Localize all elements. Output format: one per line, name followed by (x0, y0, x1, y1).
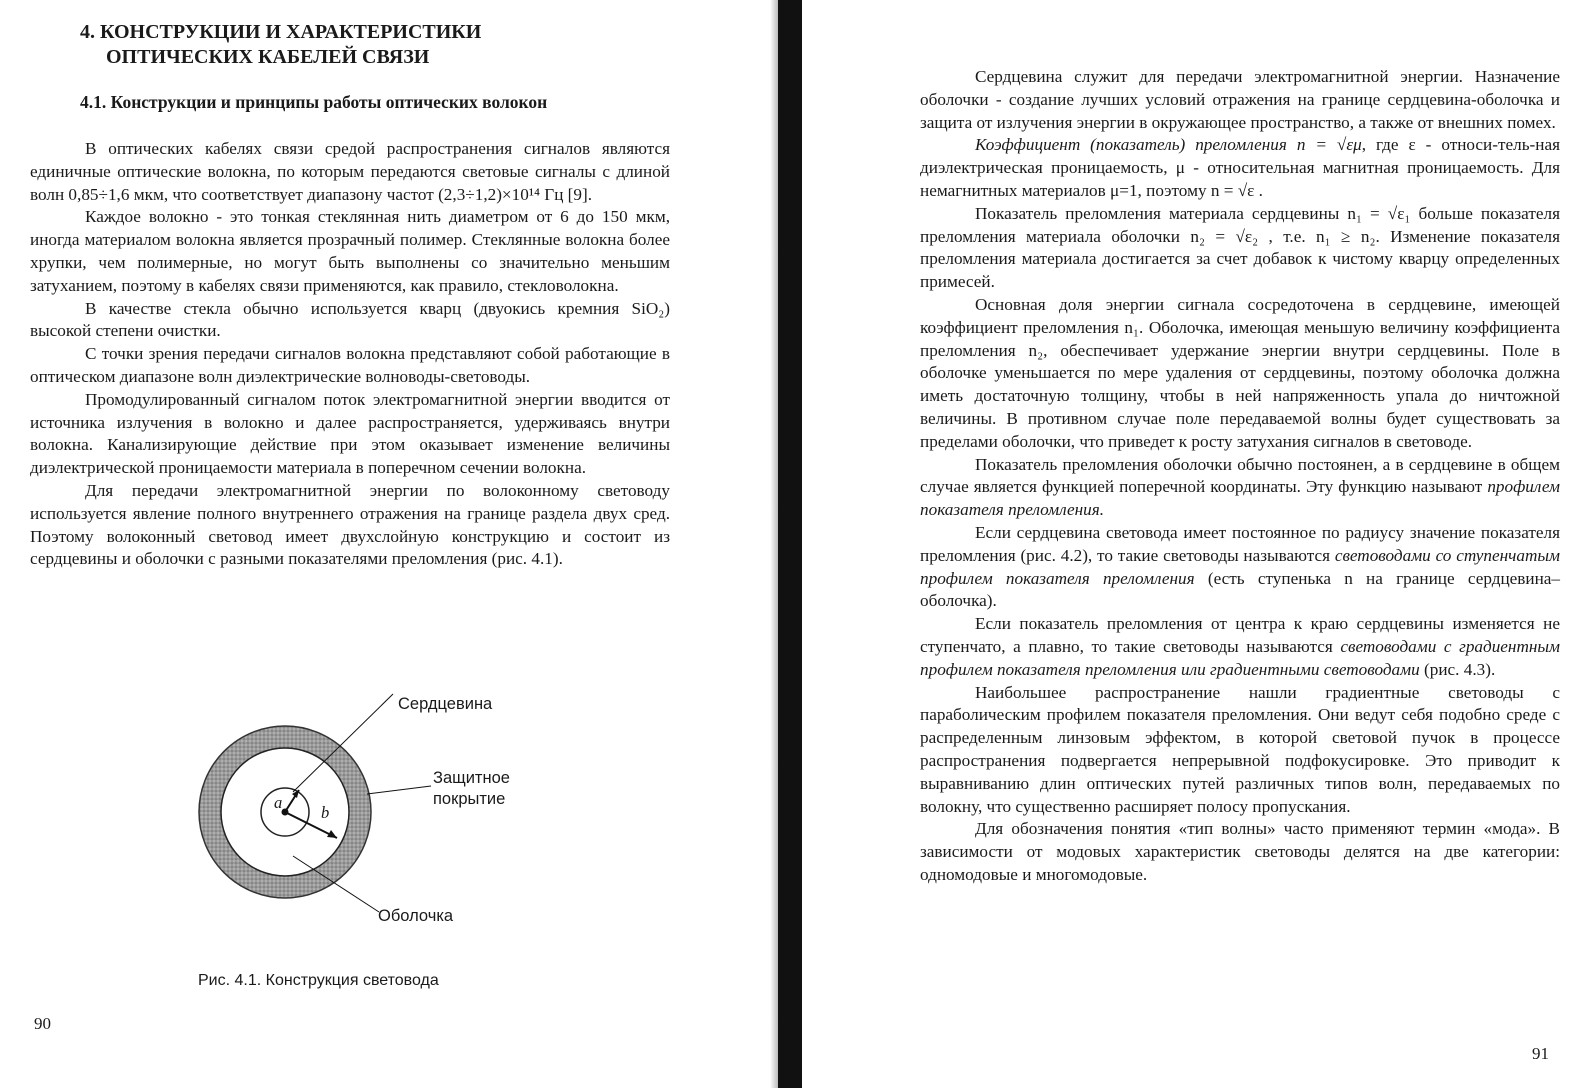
paragraph: Для передачи электромагнитной энергии по волоконному световоду используется явление полного внутреннего отражения на границе раздела двух сред. Поэтому волоконный световод имеет двухслойную конструкцию и состоит из сердцевины и оболочки с разными показателями преломления (рис. 4.1). (30, 480, 670, 569)
paragraph: Основная доля энергии сигнала сосредоточена в сердцевине, имеющей коэффициент преломления n₁. Оболочка, имеющая меньшую величину коэффициента преломления n₂, обеспечивает удержание энергии внутри сердцевины. Поле в оболочке уменьшается по мере удаления от сердцевины, поэтому оболочка должна иметь достаточную толщину, чтобы в ней напряженность упала до ничтожной величины. В противном случае поле передаваемой волны будет существовать за пределами оболочки, что приведет к росту затухания сигналов в световоде. (920, 294, 1560, 451)
section-title: 4.1. Конструкции и принципы работы оптических волокон (80, 92, 548, 112)
binding-shadow (770, 0, 778, 1088)
paragraph: Показатель преломления материала сердцевины n₁ = √ε₁ больше показателя преломления материала оболочки n₂ = √ε₂ , т.е. n₁ ≥ n₂. Изменение показателя преломления материала достигается за счет добавок к чистому кварцу определенных примесей. (920, 203, 1560, 292)
figure-caption: Рис. 4.1. Конструкция световода (198, 972, 439, 989)
label-coating-line2: покрытие (433, 790, 506, 808)
right-page (820, 0, 1584, 1088)
paragraph: Для обозначения понятия «тип волны» часто применяют термин «мода». В зависимости от модовых характеристик световоды делятся на две категории: одномодовые и многомодовые. (920, 819, 1560, 884)
paragraph: Если сердцевина световода имеет постоянное по радиусу значение показателя преломления (рис. 4.2), то такие световоды называются световодами со ступенчатым профилем показателя преломления (есть ступенька n на границе сердцевина–оболочка). (920, 522, 1561, 611)
label-cladding: Оболочка (378, 907, 454, 925)
paragraph: Наибольшее распространение нашли градиентные световоды с параболическим профилем показателя преломления. Они ведут себя подобно среде с распределенным линзовым эффектом, в которой световой пучок в процессе распространения подвергается непрерывной подфокусировке. Это приводит к выравниванию длин оптических путей различных типов волн, передаваемых по волокну, что существенно расширяет полосу пропускания. (920, 682, 1560, 816)
paragraph-refractive-index (920, 134, 1560, 202)
paragraph: Промодулированный сигналом поток электромагнитной энергии вводится от источника излучения в волокно и далее распространяется, удерживаясь внутри волокна. Канализирующие действие при этом оказывает изменение величины диэлектрической проницаемости материала в поперечном сечении волокна. (30, 389, 670, 478)
coating-leader (367, 786, 431, 794)
book-spine-gutter (778, 0, 802, 1088)
paragraph-rest: , где ε - относи-тель-ная диэлектрическая проницаемость, μ - относительная магнитная проницаемость. Для немагнитных материалов μ=1, поэтому n = √ε . (920, 135, 1560, 200)
page-number-right: 91 (1532, 1044, 1549, 1063)
left-body-text (30, 138, 670, 571)
paragraph: Если показатель преломления от центра к краю сердцевины изменяется не ступенчато, а плавно, то такие световоды называются световодами с градиентным профилем показателя преломления или градиентными световодами (рис. 4.3). (920, 614, 1560, 679)
right-body-text (920, 66, 1560, 887)
paragraph: Сердцевина служит для передачи электромагнитной энергии. Назначение оболочки - создание лучших условий отражения на границе сердцевина-оболочка и защита от излучения энергии в окружающее пространство, а также от внешних помех. (920, 67, 1560, 132)
term-italic: Коэффициент (показатель) преломления (975, 135, 1287, 155)
paragraph: В оптических кабелях связи средой распространения сигналов являются единичные оптические волокна, по которым передаются световые сигналы с длиной волн 0,85÷1,6 мкм, что соответствует диапазону частот (2,3÷1,2)×10¹⁴ Гц [9]. (30, 139, 670, 204)
label-core: Сердцевина (398, 695, 493, 713)
page-number-left: 90 (34, 1014, 51, 1033)
chapter-title-line2: ОПТИЧЕСКИХ КАБЕЛЕЙ СВЯЗИ (106, 46, 430, 68)
paragraph: С точки зрения передачи сигналов волокна представляют собой работающие в оптическом диапазоне волн диэлектрические волноводы-световоды. (30, 344, 670, 386)
symbol-b: b (321, 803, 330, 822)
chapter-number: 4. (80, 21, 95, 43)
chapter-heading (80, 20, 720, 70)
paragraph: Каждое волокно - это тонкая стеклянная нить диаметром от 6 до 150 мкм, иногда материалом волокна является прозрачный полимер. Стеклянные волокна более хрупки, чем полимерные, но могут быть выполнены со значительно меньшим затуханием, поэтому в кабелях связи применяются, как правило, стекловолокна. (30, 207, 670, 295)
symbol-a: a (274, 793, 283, 812)
label-coating-line1: Защитное (433, 769, 510, 787)
paragraph: Показатель преломления оболочки обычно постоянен, а в сердцевине в общем случае является функцией поперечной координаты. Эту функцию называют профилем показателя преломления. (920, 454, 1560, 520)
left-page (0, 0, 772, 1088)
fiber-cross-section-figure (175, 686, 535, 956)
formula: n = √εμ (1296, 135, 1362, 155)
paragraph: В качестве стекла обычно используется кварц (двуокись кремния SiO₂) высокой степени очистки. (30, 298, 670, 341)
chapter-title-line1: КОНСТРУКЦИИ И ХАРАКТЕРИСТИКИ (100, 21, 482, 43)
